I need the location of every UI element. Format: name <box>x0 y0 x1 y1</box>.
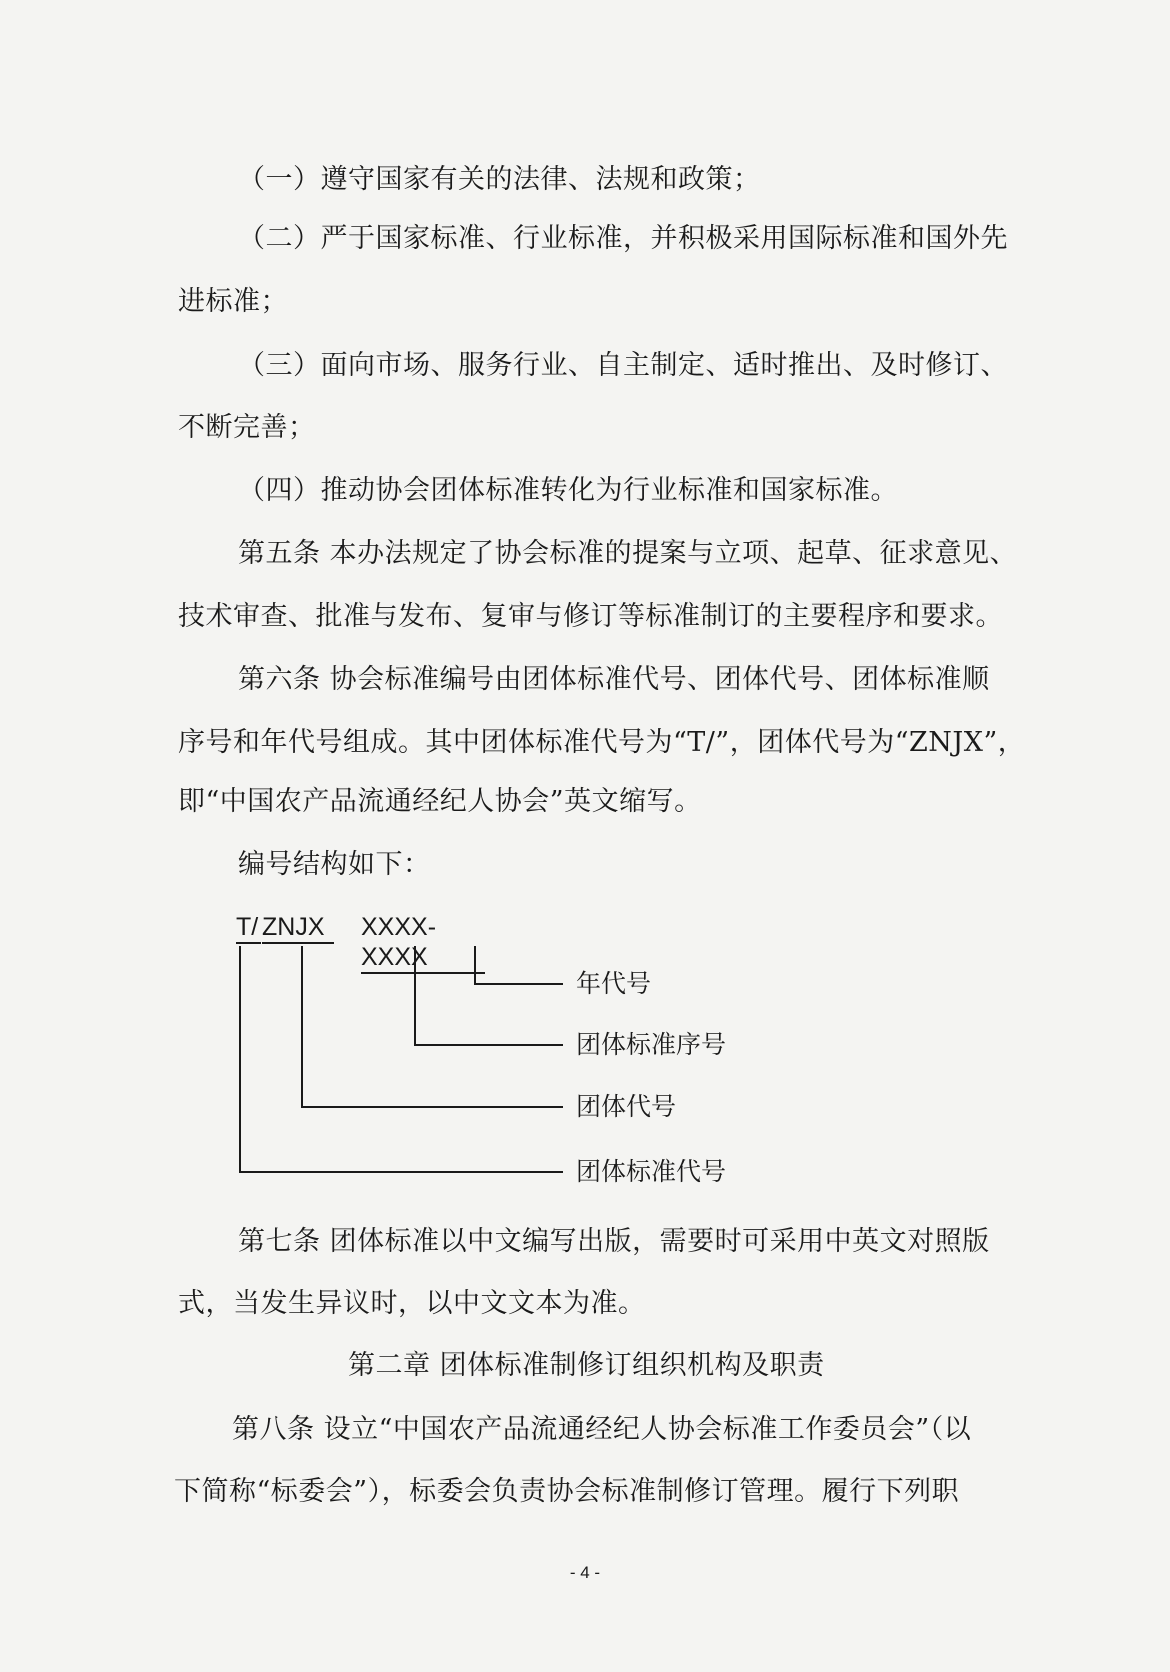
label-standard-sequence: 团体标准序号 <box>576 1030 727 1059</box>
article-8-line-2: 下简称“标委会”），标委会负责协会标准制修订管理。履行下列职 <box>174 1476 960 1507</box>
article-6-line-2: 序号和年代号组成。其中团体标准代号为“T/”，团体代号为“ZNJX”， <box>178 727 1026 758</box>
code-org-znjx: ZNJX <box>262 912 334 944</box>
article-6-line-3: 即“中国农产品流通经纪人协会”英文缩写。 <box>178 786 702 817</box>
paragraph-item-3-line-1: （三）面向市场、服务行业、自主制定、适时推出、及时修订、 <box>238 350 1008 381</box>
label-organization-code: 团体代号 <box>576 1092 677 1121</box>
article-5-line-1: 第五条 本办法规定了协会标准的提案与立项、起草、征求意见、 <box>238 538 1018 569</box>
paragraph-item-3-line-2: 不断完善； <box>178 412 316 443</box>
article-6-structure-intro: 编号结构如下： <box>238 849 431 880</box>
paragraph-item-2-line-1: （二）严于国家标准、行业标准，并积极采用国际标准和国外先 <box>238 223 1008 254</box>
article-7-line-2: 式，当发生异议时，以中文文本为准。 <box>178 1288 646 1319</box>
page-number: - 4 - <box>569 1563 601 1582</box>
chapter-2-heading: 第二章 团体标准制修订组织机构及职责 <box>348 1350 825 1381</box>
label-group-standard-code: 团体标准代号 <box>576 1157 727 1186</box>
article-8-line-1: 第八条 设立“中国农产品流通经纪人协会标准工作委员会”（以 <box>232 1414 972 1445</box>
article-5-line-2: 技术审查、批准与发布、复审与修订等标准制订的主要程序和要求。 <box>178 601 1003 632</box>
label-year-code: 年代号 <box>576 969 652 998</box>
code-prefix-t: T/ <box>236 912 261 944</box>
article-6-line-1: 第六条 协会标准编号由团体标准代号、团体代号、团体标准顺 <box>238 664 990 695</box>
code-sequence-year: XXXX-XXXX <box>361 912 485 974</box>
article-7-line-1: 第七条 团体标准以中文编写出版，需要时可采用中英文对照版 <box>238 1226 990 1257</box>
paragraph-item-1: （一）遵守国家有关的法律、法规和政策； <box>238 164 761 195</box>
paragraph-item-4: （四）推动协会团体标准转化为行业标准和国家标准。 <box>238 475 898 506</box>
paragraph-item-2-line-2: 进标准； <box>178 286 288 317</box>
